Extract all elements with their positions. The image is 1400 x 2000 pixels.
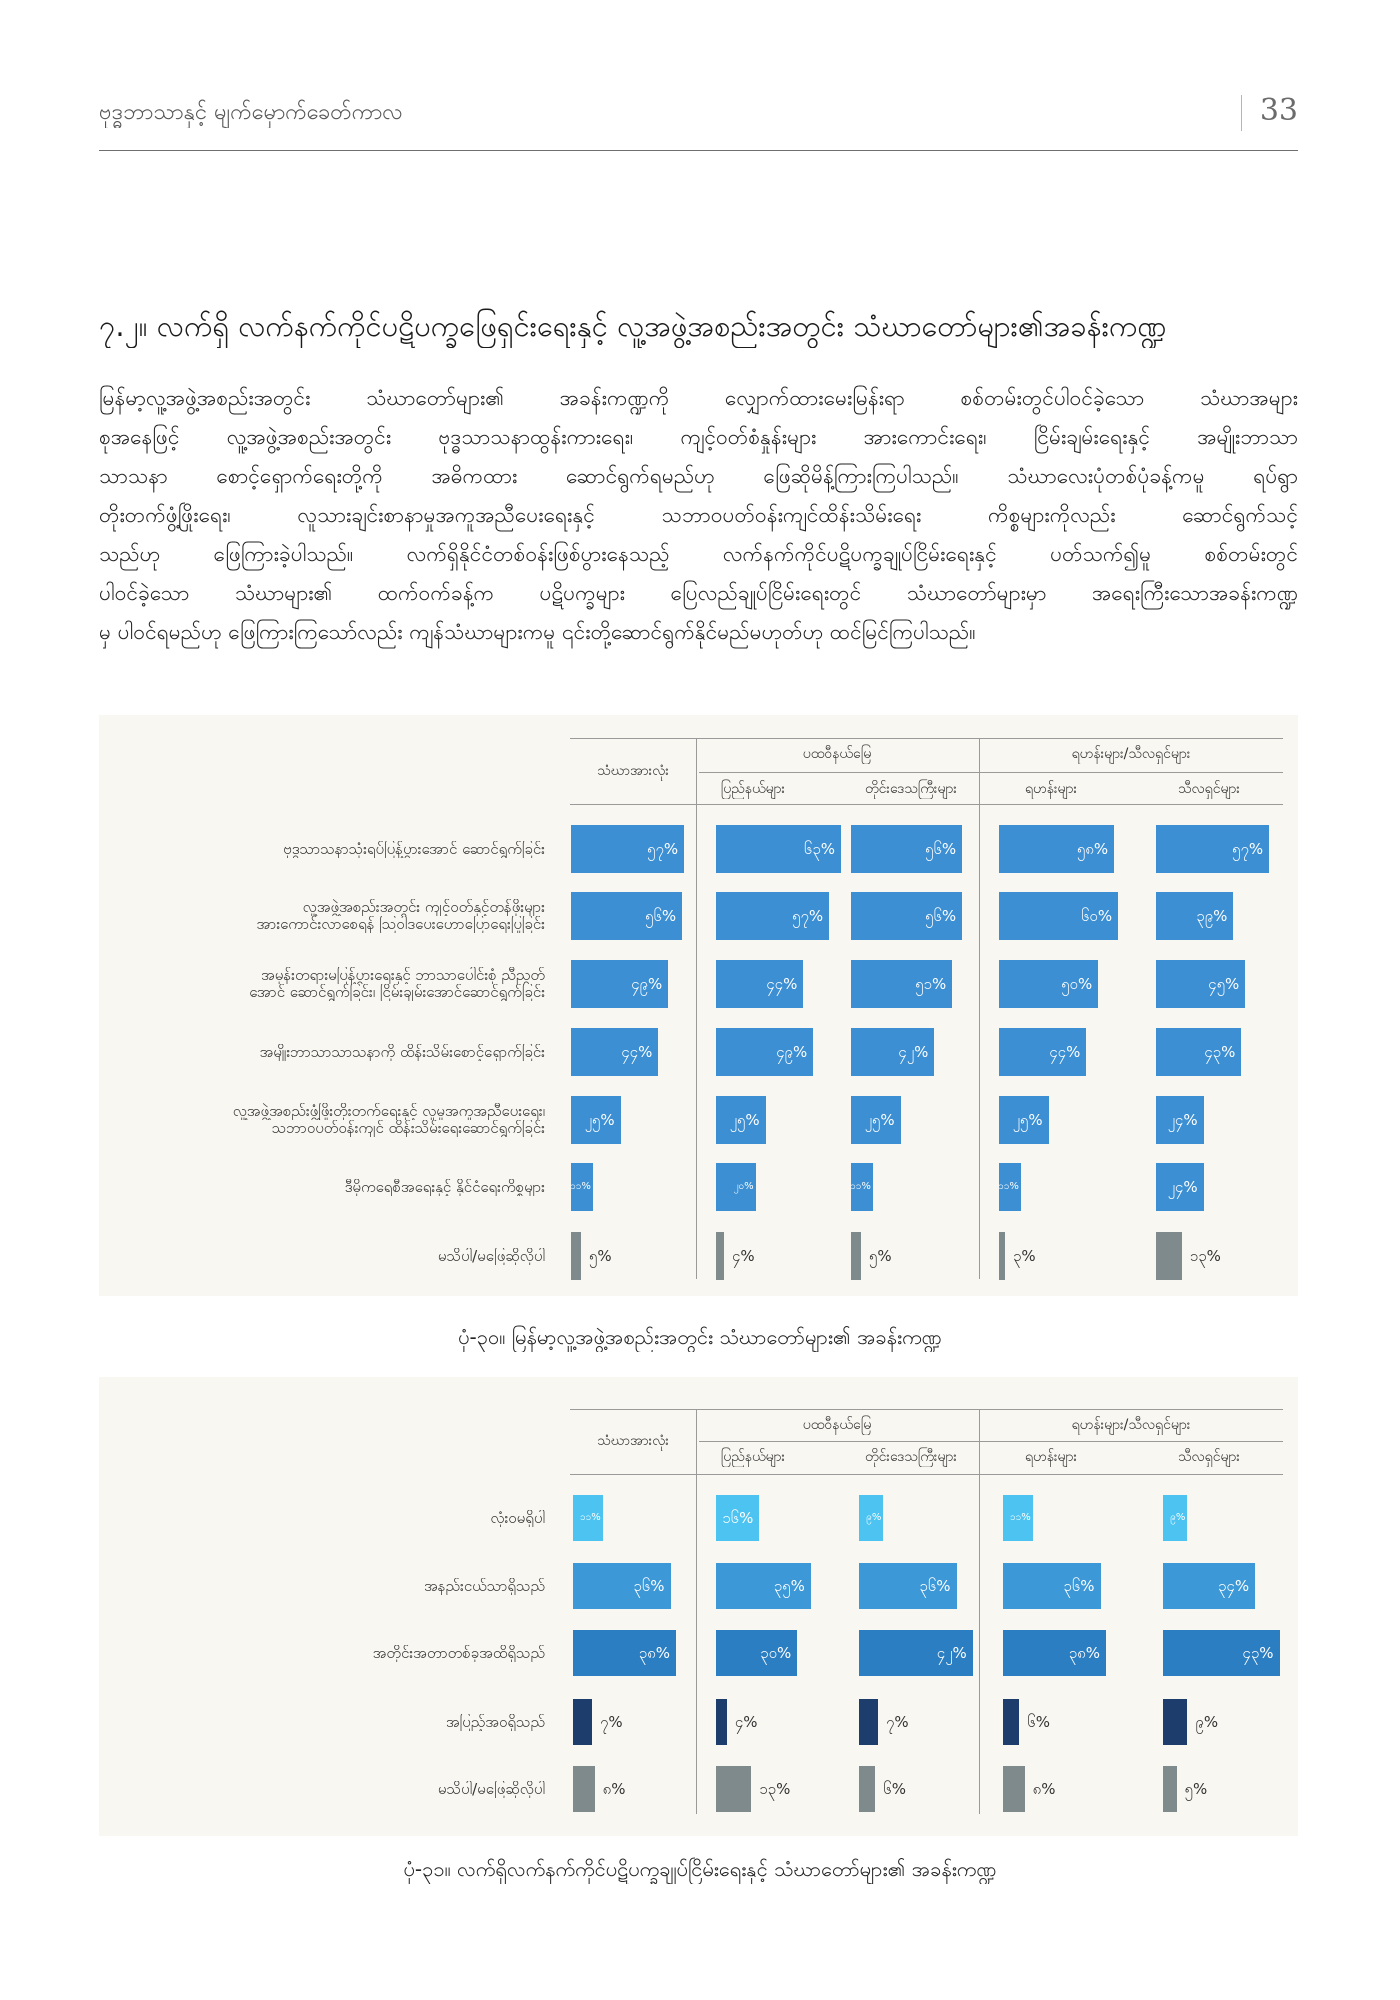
bar-value-label: ၃၈% [638, 1644, 670, 1662]
row-label-line: မသိပါ/မဖြေဆိုလိုပါ [437, 1247, 545, 1265]
bar [999, 1028, 1086, 1076]
bar-value-label: ၅၆% [645, 907, 677, 925]
bar-value-label: ၉% [1170, 1512, 1186, 1523]
bar [859, 1563, 957, 1609]
table-rule [699, 1441, 1283, 1442]
bar [716, 1766, 751, 1812]
bar [851, 1028, 934, 1076]
bar [716, 1028, 813, 1076]
bar [1156, 892, 1233, 940]
bar-value-label: ၇% [599, 1713, 623, 1731]
bar [999, 960, 1098, 1008]
figure-31-chart [99, 1377, 1298, 1836]
bar [1156, 960, 1245, 1008]
table-rule [570, 804, 1283, 805]
table-rule [570, 1474, 1283, 1475]
row-label-line: အမျိုးဘာသာသာသနာကို ထိန်းသိမ်းစောင့်ရှောက်ခြင်း [259, 1043, 545, 1061]
page-number: 33 [1259, 93, 1298, 128]
bar-value-label: ၅၀% [1061, 975, 1093, 993]
bar [1003, 1563, 1101, 1609]
bar [1003, 1766, 1025, 1812]
bar-value-label: ၄၃% [1204, 1043, 1236, 1061]
bar-value-label: ၅၈% [1076, 840, 1109, 858]
bar [1163, 1563, 1255, 1609]
bar-value-label: ၄၅% [1208, 975, 1240, 993]
bar [716, 1495, 759, 1541]
bar-value-label: ၆% [883, 1780, 906, 1798]
bar [573, 1766, 595, 1812]
bar-value-label: ၃၆% [919, 1577, 951, 1595]
bar [571, 1232, 581, 1280]
paragraph-line: တိုးတက်ဖွံ့ဖြိုးရေး၊ လူသားချင်းစာနာမှုအကူအညီပေးရေးနှင့် သဘာဝပတ်ဝန်းကျင်ထိန်းသိမ်းရေး ကိစ္စများကိုလည်း ဆောင်ရွက်သင့် [99, 503, 1298, 527]
bar [859, 1495, 883, 1541]
row-label-line: အနည်းငယ်သာရှိသည် [423, 1577, 545, 1595]
bar-value-label: ၁၃% [759, 1780, 791, 1798]
bar-value-label: ၂၀% [733, 1181, 754, 1192]
bar [571, 1163, 593, 1211]
bar-value-label: ၁၁% [570, 1181, 591, 1192]
column-divider [979, 738, 980, 1279]
column-group-header: ပထဝီနယ်မြေ [802, 1417, 872, 1433]
row-label-line: လူ့အဖွဲ့အစည်းအတွင်း ကျင့်ဝတ်နှင့်တန်ဖိုးများ [302, 899, 545, 916]
bar-value-label: ၆၀% [1080, 907, 1113, 925]
row-label [119, 1044, 545, 1061]
bar [851, 1163, 873, 1211]
bar [573, 1563, 671, 1609]
bar-value-label: ၃၉% [1196, 907, 1228, 925]
bar-value-label: ၄% [731, 1247, 755, 1265]
bar [571, 825, 684, 873]
bar-value-label: ၅၆% [925, 840, 957, 858]
bar [1003, 1495, 1033, 1541]
bar-value-label: ၄၄% [621, 1043, 653, 1061]
row-label [119, 1248, 545, 1265]
bar [999, 1096, 1049, 1144]
paragraph-line: မှ ပါဝင်ရမည်ဟု ဖြေကြားကြသော်လည်း ကျန်သံဃာများကမူ ၎င်းတို့ဆောင်ရွက်နိုင်မည်မဟုတ်ဟု ထင်မြင်ကြပါသည်။ [99, 620, 976, 644]
bar-value-label: ၈% [1032, 1780, 1056, 1798]
bar-value-label: ၅၇% [792, 907, 824, 925]
bar-value-label: ၅% [588, 1247, 612, 1265]
bar [1003, 1699, 1019, 1745]
bar [1156, 1028, 1241, 1076]
bar-value-label: ၄၄% [1049, 1043, 1081, 1061]
page-number-divider [1241, 95, 1242, 131]
column-group-header: ပထဝီနယ်မြေ [802, 746, 872, 762]
row-label-line: အားကောင်းလာစေရန် ဩဝါဒပေးဟောပြောရေးပြုခြင်း [256, 916, 545, 933]
bar [716, 1232, 724, 1280]
bar-value-label: ၄၂% [898, 1043, 929, 1061]
row-label-line: အတိုင်းအတာတစ်ခုအထိရှိသည် [372, 1644, 545, 1662]
row-label [119, 967, 545, 1001]
row-label-line: လူ့အဖွဲ့အစည်းဖွံ့ဖြိုးတိုးတက်ရေးနှင့် လူမှုအကူအညီပေးရေး၊ [232, 1103, 545, 1120]
bar-value-label: ၃% [1012, 1247, 1036, 1265]
bar-value-label: ၆၃% [803, 840, 836, 858]
table-rule [570, 738, 1283, 739]
paragraph-line: စုအနေဖြင့် လူ့အဖွဲ့အစည်းအတွင်း ဗုဒ္ဓသာသနာထွန်းကားရေး၊ ကျင့်ဝတ်စံနှုန်းများ အားကောင်းရေး၊ ငြိမ်းချမ်းရေးနှင့် အမျိုးဘာသာ [99, 425, 1298, 449]
bar [573, 1495, 603, 1541]
bar-value-label: ၄၃% [1242, 1644, 1274, 1662]
column-group-header: ရဟန်းများ/သီလရှင်များ [1071, 1417, 1191, 1433]
bar [571, 960, 668, 1008]
row-label [119, 1781, 545, 1798]
column-header: သံဃာအားလုံး [597, 1433, 669, 1449]
bar [1156, 1232, 1182, 1280]
row-label [119, 841, 545, 858]
bar-value-label: ၂၅% [864, 1111, 895, 1129]
row-label [119, 1103, 545, 1137]
row-label-line: ဒီမိုကရေစီအရေးနှင့် နိုင်ငံရေးကိစ္စများ [344, 1178, 545, 1196]
bar-value-label: ၄၉% [631, 975, 663, 993]
bar [851, 1232, 861, 1280]
paragraph-line: မြန်မာ့လူ့အဖွဲ့အစည်းအတွင်း သံဃာတော်များ၏ အခန်းကဏ္ဍကို လျှောက်ထားမေးမြန်းရာ စစ်တမ်းတွင်ပါဝင်ခဲ့သော သံဃာအများ [99, 386, 1298, 410]
bar [716, 960, 803, 1008]
bar-value-label: ၃၆% [1063, 1577, 1095, 1595]
bar [851, 892, 962, 940]
bar [716, 1563, 811, 1609]
bar [859, 1699, 878, 1745]
bar [1156, 1096, 1204, 1144]
bar-value-label: ၁၆% [722, 1509, 754, 1527]
row-label-line: မသိပါ/မဖြေဆိုလိုပါ [437, 1780, 545, 1798]
bar [716, 1163, 756, 1211]
bar [571, 1096, 621, 1144]
bar [716, 825, 841, 873]
row-label-line: သဘာဝပတ်ဝန်းကျင် ထိန်းသိမ်းရေးဆောင်ရွက်ခြင်း [271, 1120, 545, 1137]
bar [716, 1630, 797, 1676]
bar-value-label: ၅% [1184, 1780, 1208, 1798]
bar-value-label: ၅၇% [1232, 840, 1264, 858]
bar [1163, 1766, 1177, 1812]
bar [1163, 1495, 1187, 1541]
bar [999, 1163, 1021, 1211]
bar-value-label: ၂၅% [1012, 1111, 1043, 1129]
section-heading: ၇.၂။ လက်ရှိ လက်နက်ကိုင်ပဋိပက္ခဖြေရှင်းရေးနှင့် လူ့အဖွဲ့အစည်းအတွင်း သံဃာတော်များ၏အခန်းကဏ္ဍ [99, 309, 1167, 343]
row-label-line: လုံးဝမရှိပါ [490, 1509, 545, 1527]
row-label [119, 1714, 545, 1731]
column-header: တိုင်းဒေသကြီးများ [865, 781, 957, 797]
column-header: ရဟန်းများ [1024, 1449, 1078, 1465]
bar-value-label: ၃၆% [633, 1577, 665, 1595]
bar [1156, 825, 1269, 873]
column-divider [696, 738, 697, 1279]
row-label-line: အမုန်းတရားမပြန့်ပွားရေးနှင့် ဘာသာပေါင်းစုံ ညီညွတ် [261, 967, 545, 984]
column-header: ပြည်နယ်များ [720, 1449, 786, 1465]
bar [859, 1630, 973, 1676]
figure-31-caption: ပုံ-၃၁။ လက်ရှိလက်နက်ကိုင်ပဋိပက္ခချုပ်ငြိမ်းရေးနှင့် သံဃာတော်များ၏ အခန်းကဏ္ဍ [403, 1857, 997, 1881]
bar [859, 1766, 875, 1812]
row-label-line: အပြည့်အဝရှိသည် [445, 1713, 545, 1731]
column-divider [979, 1409, 980, 1814]
bar [1163, 1630, 1280, 1676]
row-label [119, 1510, 545, 1527]
bar-value-label: ၄၄% [766, 975, 798, 993]
bar-value-label: ၂၄% [1167, 1111, 1198, 1129]
bar [716, 1699, 727, 1745]
bar-value-label: ၅၆% [925, 907, 957, 925]
bar [571, 1028, 658, 1076]
bar [851, 825, 962, 873]
bar [571, 892, 682, 940]
bar [1003, 1630, 1106, 1676]
bar-value-label: ၅၁% [915, 975, 947, 993]
column-header: ရဟန်းများ [1024, 781, 1078, 797]
bar-value-label: ၂၄% [1167, 1178, 1198, 1196]
bar [1163, 1699, 1187, 1745]
table-rule [570, 1409, 1283, 1410]
column-header: တိုင်းဒေသကြီးများ [865, 1449, 957, 1465]
paragraph-line: ပါဝင်ခဲ့သော သံဃာများ၏ ထက်ဝက်ခန့်က ပဋိပက္ခများ ပြေလည်ချုပ်ငြိမ်းရေးတွင် သံဃာတော်များမှာ အရေးကြီးသောအခန်းကဏ္ဍ [99, 581, 1298, 605]
bar-value-label: ၉% [866, 1512, 882, 1523]
column-header: သီလရှင်များ [1178, 781, 1240, 797]
bar [573, 1630, 676, 1676]
bar-value-label: ၁၃% [1189, 1247, 1221, 1265]
bar-value-label: ၄% [734, 1713, 758, 1731]
column-header: သီလရှင်များ [1178, 1449, 1240, 1465]
bar [716, 892, 829, 940]
bar [851, 960, 952, 1008]
bar-value-label: ၄၉% [776, 1043, 808, 1061]
figure-30-caption: ပုံ-၃၀။ မြန်မာ့လူ့အဖွဲ့အစည်းအတွင်း သံဃာတော်များ၏ အခန်းကဏ္ဍ [458, 1325, 942, 1349]
column-header: သံဃာအားလုံး [597, 763, 669, 779]
bar-value-label: ၇% [885, 1713, 909, 1731]
running-title: ဗုဒ္ဓဘာသာနှင့် မျက်မှောက်ခေတ်ကာလ [99, 100, 403, 125]
paragraph-line: သာသနာ စောင့်ရှောက်ရေးတို့ကို အဓိကထား ဆောင်ရွက်ရမည်ဟု ဖြေဆိုမိန့်ကြားကြပါသည်။ သံဃာလေးပုံတစ်ပုံခန့်ကမူ ရပ်ရွာ [99, 464, 1298, 488]
bar-value-label: ၁၁% [850, 1181, 871, 1192]
bar-value-label: ၆% [1027, 1713, 1050, 1731]
row-label [119, 1645, 545, 1662]
bar-value-label: ၉% [1195, 1713, 1219, 1731]
bar [999, 892, 1118, 940]
bar-value-label: ၃၈% [1068, 1644, 1100, 1662]
bar [999, 825, 1114, 873]
bar-value-label: ၄၂% [936, 1644, 967, 1662]
bar-value-label: ၃၄% [1217, 1577, 1250, 1595]
figure-30-chart [99, 715, 1298, 1296]
row-label [119, 899, 545, 933]
bar-value-label: ၅% [868, 1247, 892, 1265]
row-label-line: အောင် ဆောင်ရွက်ခြင်း၊ ငြိမ်းချမ်းအောင်ဆောင်ရွက်ခြင်း [249, 984, 545, 1001]
paragraph-line: သည်ဟု ဖြေကြားခဲ့ပါသည်။ လက်ရှိနိုင်ငံတစ်ဝန်းဖြစ်ပွားနေသည့် လက်နက်ကိုင်ပဋိပက္ခချုပ်ငြိမ်းရေးနှင့် ပတ်သက်၍မူ စစ်တမ်းတွင် [99, 542, 1298, 566]
bar-value-label: ၁၁% [580, 1512, 601, 1523]
bar-value-label: ၂၅% [584, 1111, 615, 1129]
row-label-line: ဗုဒ္ဓသာသနာသုံးရပ်ပြန့်ပွားအောင် ဆောင်ရွက်ခြင်း [283, 840, 545, 858]
column-header: ပြည်နယ်များ [720, 781, 786, 797]
bar-value-label: ၃၅% [773, 1577, 805, 1595]
bar-value-label: ၃၀% [760, 1644, 792, 1662]
bar-value-label: ၁၁% [1010, 1512, 1031, 1523]
bar [716, 1096, 766, 1144]
column-divider [696, 1409, 697, 1814]
bar-value-label: ၈% [602, 1780, 626, 1798]
bar [999, 1232, 1005, 1280]
table-rule [699, 772, 1283, 773]
row-label [119, 1578, 545, 1595]
row-label [119, 1179, 545, 1196]
column-group-header: ရဟန်းများ/သီလရှင်များ [1071, 746, 1191, 762]
bar-value-label: ၅၇% [647, 840, 679, 858]
bar-value-label: ၂၅% [729, 1111, 760, 1129]
bar [1156, 1163, 1204, 1211]
bar [851, 1096, 901, 1144]
bar-value-label: ၁၁% [998, 1181, 1019, 1192]
bar [573, 1699, 592, 1745]
header-rule [99, 150, 1298, 151]
